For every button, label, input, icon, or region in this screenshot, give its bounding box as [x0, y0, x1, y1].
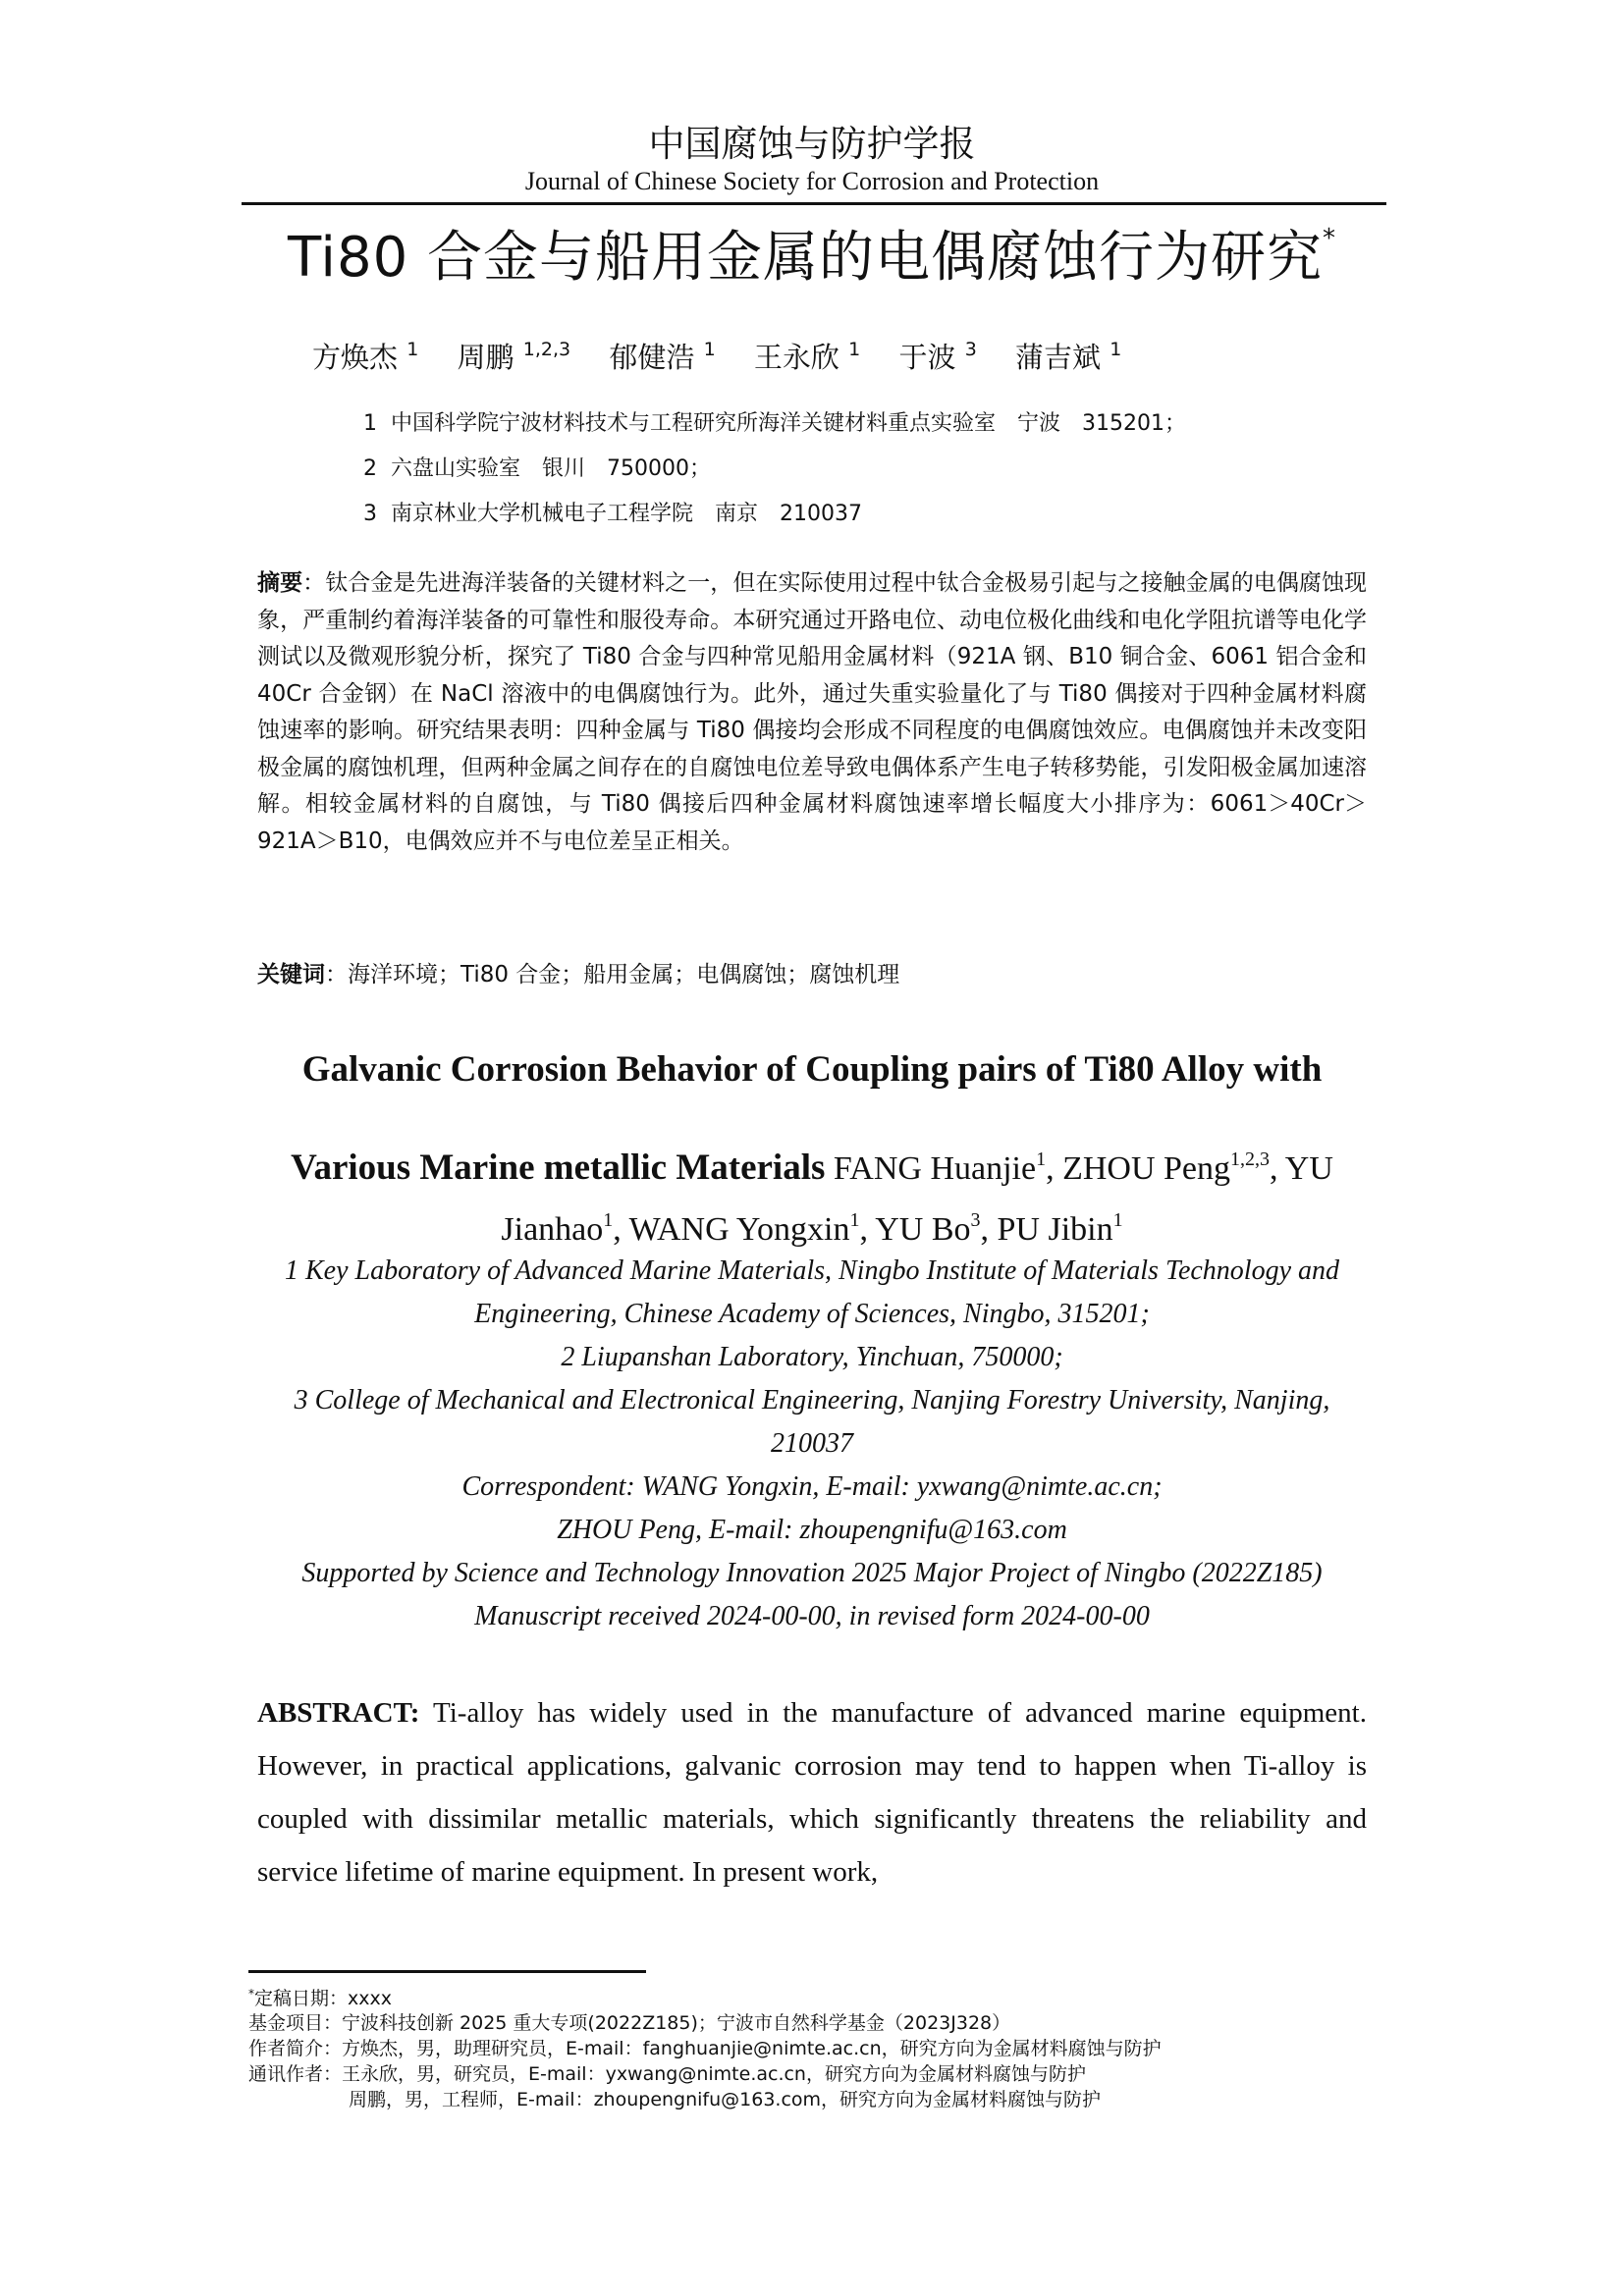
author-cn: 蒲吉斌 $^1$	[1015, 339, 1122, 374]
author-list-cn	[312, 336, 1151, 376]
affiliation-cn-2: 2 六盘山实验室 银川 750000；	[363, 456, 711, 481]
header-divider	[242, 202, 1386, 205]
footnote-divider	[248, 1970, 646, 1973]
funding-line: Supported by Science and Technology Innovation 2025 Major Project of Ningbo (2022Z185)	[301, 1558, 1323, 1588]
author-cn: 郁健浩 $^1$	[609, 339, 716, 374]
abstract-cn: 摘要：钛合金是先进海洋装备的关键材料之一，但在实际使用过程中钛合金极易引起与之接触金属的电偶腐蚀现象，严重制约着海洋装备的可靠性和服役寿命。本研究通过开路电位、动电位极化曲线和电化学阻抗谱等电化学测试以及微观形貌分析，探究了 Ti80 合金与四种常见船用金属材料（921A 钢、B10 铜合金、6061 铝合金和 40Cr 合金钢）在 NaCl 溶液中的电偶腐蚀行为。此外，通过失重实验量化了与 Ti80 偶接对于四种金属材料腐蚀速率的影响。研究结果表明：四种金属与 Ti80 偶接均会形成不同程度的电偶腐蚀效应。电偶腐蚀并未改变阳极金属的腐蚀机理，但两种金属之间存在的自腐蚀电位差导致电偶体系产生电子转移势能，引发阳极金属加速溶解。相较金属材料的自腐蚀，与 Ti80 偶接后四种金属材料腐蚀速率增长幅度大小排序为：6061＞40Cr＞921A＞B10，电偶效应并不与电位差呈正相关。	[257, 570, 1367, 854]
paper-title-cn-text: Ti80 合金与船用金属的电偶腐蚀行为研究	[287, 226, 1324, 290]
paper-title-en-line2: Various Marine metallic Materials	[291, 1148, 826, 1188]
affiliation-en-line: Engineering, Chinese Academy of Sciences, Ningbo, 315201;	[474, 1299, 1150, 1329]
affiliation-en-line: 1 Key Laboratory of Advanced Marine Materials, Ningbo Institute of Materials Technology and	[284, 1255, 1340, 1286]
footnote-corresponding: 周鹏，男，工程师，E-mail：zhoupengnifu@163.com，研究方向为金属材料腐蚀与防护	[349, 2089, 1102, 2110]
keywords-cn-text: 海洋环境；Ti80 合金；船用金属；电偶腐蚀；腐蚀机理	[348, 962, 900, 988]
correspondent-line: ZHOU Peng, E-mail: zhoupengnifu@163.com	[557, 1515, 1067, 1545]
manuscript-dates: Manuscript received 2024-00-00, in revised form 2024-00-00	[474, 1601, 1150, 1631]
footnote-fund: 基金项目：宁波科技创新 2025 重大专项(2022Z185)；宁波市自然科学基金（2023J328）	[248, 2012, 1011, 2034]
affiliation-cn-3: 3 南京林业大学机械电子工程学院 南京 210037	[363, 502, 862, 526]
abstract-en-label: ABSTRACT:	[257, 1697, 420, 1729]
correspondent-line: Correspondent: WANG Yongxin, E-mail: yxwang@nimte.ac.cn;	[461, 1471, 1163, 1502]
author-cn: 于波 $^3$	[898, 339, 977, 374]
affiliation-cn-1: 1 中国科学院宁波材料技术与工程研究所海洋关键材料重点实验室 宁波 315201；	[363, 411, 1186, 436]
author-cn: 方焕杰 $^1$	[312, 339, 419, 374]
footnote-author: 作者简介：方焕杰，男，助理研究员，E-mail：fanghuanjie@nimte.ac.cn，研究方向为金属材料腐蚀与防护	[248, 2038, 1162, 2059]
abstract-cn-text: 钛合金是先进海洋装备的关键材料之一，但在实际使用过程中钛合金极易引起与之接触金属的电偶腐蚀现象，严重制约着海洋装备的可靠性和服役寿命。本研究通过开路电位、动电位极化曲线和电化学阻抗谱等电化学测试以及微观形貌分析，探究了 Ti80 合金与四种常见船用金属材料（921A 钢、B10 铜合金、6061 铝合金和 40Cr 合金钢）在 NaCl 溶液中的电偶腐蚀行为。此外，通过失重实验量化了与 Ti80 偶接对于四种金属材料腐蚀速率的影响。研究结果表明：四种金属与 Ti80 偶接均会形成不同程度的电偶腐蚀效应。电偶腐蚀并未改变阳极金属的腐蚀机理，但两种金属之间存在的自腐蚀电位差导致电偶体系产生电子转移势能，引发阳极金属加速溶解。相较金属材料的自腐蚀，与 Ti80 偶接后四种金属材料腐蚀速率增长幅度大小排序为：6061＞40Cr＞921A＞B10，电偶效应并不与电位差呈正相关。	[257, 570, 1367, 854]
abstract-en-text: Ti-alloy has widely used in the manufacture of advanced marine equipment. However, in practical applications, galvanic corrosion may tend to happen when Ti-alloy is coupled with dissimilar metallic materials, which significantly threatens the reliability and service lifetime of marine equipment. In present work,	[257, 1697, 1367, 1888]
author-list-en-line1: Various Marine metallic Materials FANG Huanjie$^1$, ZHOU Peng$^{1,2,3}$, YU	[291, 1148, 1333, 1188]
keywords-cn: 关键词：海洋环境；Ti80 合金；船用金属；电偶腐蚀；腐蚀机理	[257, 962, 900, 988]
journal-name-en: Journal of Chinese Society for Corrosion and Protection	[524, 167, 1100, 195]
paper-title-en: Galvanic Corrosion Behavior of Coupling pairs of Ti80 Alloy with	[301, 1049, 1323, 1090]
affiliation-en-line: 3 College of Mechanical and Electronical Engineering, Nanjing Forestry University, Nanjing,	[294, 1385, 1330, 1415]
author-cn: 周鹏 $^{1,2,3}$	[457, 339, 571, 374]
footnote-corresponding: 通讯作者：王永欣，男，研究员，E-mail：yxwang@nimte.ac.cn，研究方向为金属材料腐蚀与防护	[248, 2063, 1086, 2085]
title-footnote-mark: *	[1323, 224, 1337, 253]
journal-name-cn: 中国腐蚀与防护学报	[648, 123, 976, 165]
keywords-cn-label: 关键词	[257, 962, 325, 988]
abstract-cn-label: 摘要	[257, 570, 303, 596]
abstract-en	[257, 1686, 1367, 1898]
footnote-date: *定稿日期：xxxx	[248, 1987, 392, 2009]
author-list-en-line2: Jianhao$^1$, WANG Yongxin$^1$, YU Bo$^3$, PU Jibin$^1$	[501, 1209, 1123, 1248]
affiliation-en-line: 210037	[771, 1428, 853, 1459]
affiliation-en-line: 2 Liupanshan Laboratory, Yinchuan, 750000;	[561, 1342, 1063, 1372]
author-cn: 王永欣 $^1$	[753, 339, 861, 374]
paper-title-cn	[0, 214, 1624, 293]
